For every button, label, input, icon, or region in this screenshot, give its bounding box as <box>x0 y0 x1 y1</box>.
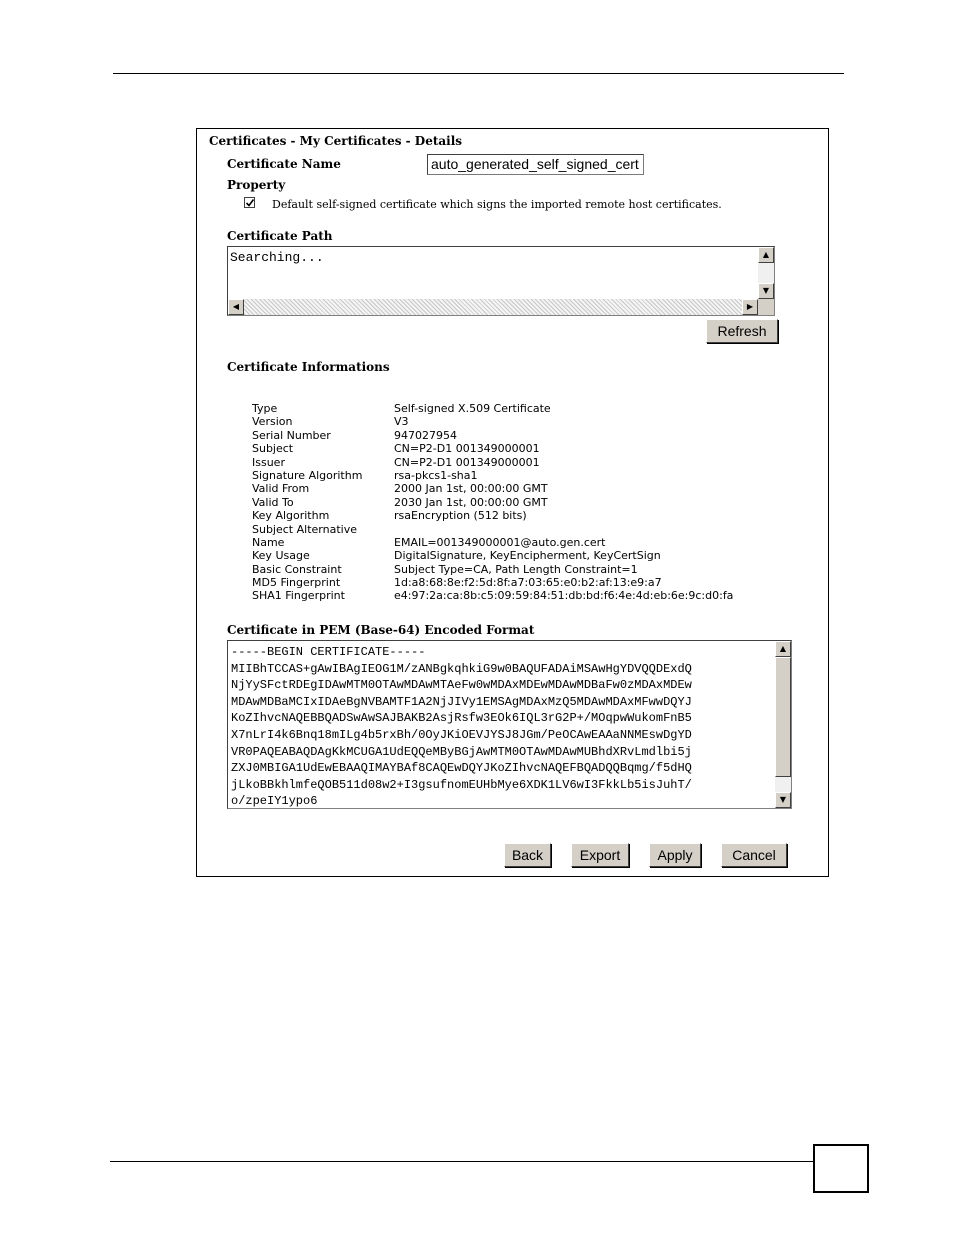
info-row <box>252 415 792 428</box>
pem-line: VR0PAQEABAQDAgKkMCUGA1UdEQQeMByBGjAwMTM0OTAwMDAwMUBhdXRvLmdlbi5j <box>231 744 692 759</box>
scroll-up-icon[interactable]: ▲ <box>775 641 791 657</box>
pem-line: MIIBhTCCAS+gAwIBAgIEOG1M/zANBgkqhkiG9w0BAQUFADAiMSAwHgYDVQQDExdQ <box>231 661 692 676</box>
back-button[interactable]: Back <box>504 843 551 867</box>
info-key: Basic Constraint <box>252 562 342 576</box>
info-row <box>252 402 792 415</box>
pem-format-label: Certificate in PEM (Base-64) Encoded Format <box>227 623 535 637</box>
certificate-name-label: Certificate Name <box>227 157 341 171</box>
top-rule <box>113 73 844 74</box>
info-row <box>252 509 792 522</box>
info-value: DigitalSignature, KeyEncipherment, KeyCertSign <box>394 549 661 563</box>
pem-line: NjYySFctRDEgIDAwMTM0OTAwMDAwMTAeFw0wMDAxMDEwMDAwMDBaFw0zMDAxMDEw <box>231 678 692 693</box>
info-row <box>252 496 792 509</box>
info-value: e4:97:2a:ca:8b:c5:09:59:84:51:db:bd:f6:4e:4d:eb:6e:9c:d0:fa <box>394 589 734 603</box>
pem-textarea[interactable] <box>227 640 792 809</box>
info-row <box>252 589 792 602</box>
pem-line: ZXJ0MBIGA1UdEwEBAAQIMAYBAf8CAQEwDQYJKoZIhvcNAQEFBQADQQBqmg/f5dHQ <box>231 761 692 776</box>
info-value: 2030 Jan 1st, 00:00:00 GMT <box>394 495 548 509</box>
certificate-details-panel <box>196 128 829 877</box>
info-key: Valid From <box>252 482 310 496</box>
property-description: Default self-signed certificate which signs the imported remote host certificates. <box>272 198 722 211</box>
refresh-button[interactable]: Refresh <box>706 319 778 343</box>
certificate-path-textarea[interactable] <box>227 246 775 316</box>
pem-line: KoZIhvcNAQEBBQADSwAwSAJBAKB2AsjRsfw3EOk6IQL3rG2P+/MOqpwWukomFnB5 <box>231 711 692 726</box>
info-value: EMAIL=001349000001@auto.gen.cert <box>394 535 606 549</box>
scrollbar-corner <box>758 299 774 315</box>
pem-vertical-scrollbar[interactable] <box>775 641 791 808</box>
scroll-left-icon[interactable]: ◀ <box>228 299 244 315</box>
info-row <box>252 523 792 550</box>
pem-line: MDAwMDBaMCIxIDAeBgNVBAMTF1A2NjJIVy1EMSAgMDAxMzQ5MDAwMDAxMFwwDQYJ <box>231 694 692 709</box>
certificate-path-content: Searching... <box>230 250 324 265</box>
info-key: Issuer <box>252 455 285 469</box>
certificate-info-table <box>252 402 792 603</box>
pem-line: o/zpeIY1ypo6 <box>231 794 318 809</box>
info-key: Valid To <box>252 495 294 509</box>
page-number-box <box>813 1144 869 1193</box>
info-key: Type <box>252 402 278 415</box>
info-value: rsaEncryption (512 bits) <box>394 509 527 523</box>
checkmark-icon <box>245 198 255 208</box>
scroll-right-icon[interactable]: ▶ <box>742 299 758 315</box>
info-value: Self-signed X.509 Certificate <box>394 402 551 415</box>
certificate-path-label: Certificate Path <box>227 229 333 243</box>
info-key: Serial Number <box>252 428 331 442</box>
pem-line: -----BEGIN CERTIFICATE----- <box>231 645 426 659</box>
scroll-down-icon[interactable]: ▼ <box>775 792 791 808</box>
info-key: SHA1 Fingerprint <box>252 589 345 603</box>
pem-line: jLkoBBkhlmfeQOB511d08w2+I3gsufnomEUHbMye6XDK1LV6wI3FkkLb5isJuhT/ <box>231 777 692 792</box>
info-value: 2000 Jan 1st, 00:00:00 GMT <box>394 482 548 496</box>
info-row <box>252 429 792 442</box>
info-row <box>252 469 792 482</box>
cancel-button[interactable]: Cancel <box>721 843 787 867</box>
info-value: 947027954 <box>394 428 457 442</box>
default-self-signed-checkbox[interactable] <box>244 197 255 208</box>
info-value: CN=P2-D1 001349000001 <box>394 442 540 456</box>
info-value: CN=P2-D1 001349000001 <box>394 455 540 469</box>
info-key: Signature Algorithm <box>252 468 363 482</box>
info-value: Subject Type=CA, Path Length Constraint=1 <box>394 562 638 576</box>
info-key: MD5 Fingerprint <box>252 576 341 590</box>
info-row <box>252 549 792 562</box>
certificate-informations-label: Certificate Informations <box>227 360 390 374</box>
scroll-down-icon[interactable]: ▼ <box>758 283 774 299</box>
bottom-rule <box>110 1161 815 1162</box>
info-row <box>252 482 792 495</box>
scroll-thumb[interactable] <box>775 657 791 777</box>
certificate-path-vertical-scrollbar[interactable] <box>758 247 774 299</box>
page-title: Certificates - My Certificates - Details <box>209 134 463 148</box>
info-key: Key Algorithm <box>252 509 330 523</box>
certificate-name-input[interactable]: auto_generated_self_signed_cert <box>427 154 644 175</box>
property-label: Property <box>227 178 286 192</box>
pem-content <box>231 644 692 809</box>
pem-line: X7nLrI4k6Bnq18mILg4b5rxBh/0OyJKiOEVJYSJ8JGm/PeOCAwEAAaNNMEswDgYD <box>231 727 692 742</box>
info-row <box>252 456 792 469</box>
info-value: 1d:a8:68:8e:f2:5d:8f:a7:03:65:e0:b2:af:13:e9:a7 <box>394 576 662 590</box>
info-key: Subject Alternative Name <box>252 522 357 549</box>
info-row <box>252 442 792 455</box>
info-value: V3 <box>394 415 409 429</box>
info-key: Subject <box>252 442 294 456</box>
info-row <box>252 563 792 576</box>
scroll-up-icon[interactable]: ▲ <box>758 247 774 263</box>
info-value: rsa-pkcs1-sha1 <box>394 468 478 482</box>
apply-button[interactable]: Apply <box>649 843 701 867</box>
export-button[interactable]: Export <box>571 843 629 867</box>
info-key: Key Usage <box>252 549 310 563</box>
certificate-path-horizontal-scrollbar[interactable] <box>228 299 758 315</box>
info-key: Version <box>252 415 293 429</box>
info-row <box>252 576 792 589</box>
